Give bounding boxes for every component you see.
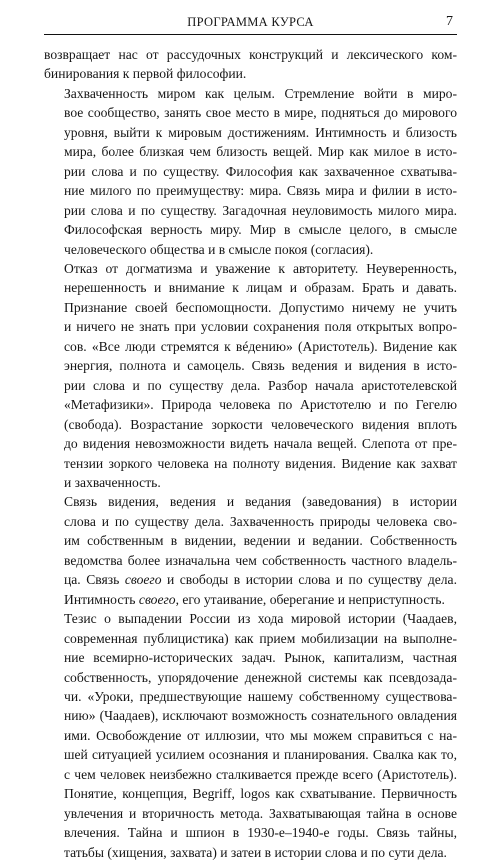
text-line: Отказ от догматизма и уважение к авторитету. Неуверенность, (64, 260, 457, 276)
text-line: возвращает нас от рассудочных конструкций и лексического ком- (44, 47, 457, 62)
text-line: Захваченность миром как целым. Стремление войти в миро- (64, 85, 457, 101)
text-line: им собственным в видении, ведении и ведании. Собственность (64, 533, 457, 549)
text-line: до видения невозможности видеть начала вещей. Слепота от пре- (64, 436, 457, 452)
text-line: тензии зоркого человека на полноту видения. Видение как захват (64, 455, 457, 471)
text-line: ца. Связь своего и свободы в истории слова и по существу дела. (64, 572, 457, 588)
text-line: ние всемирно-исторических задач. Рынок, капитализм, частная (64, 650, 457, 666)
text-line: «Метафизики». Природа человека по Аристотелю и по Гегелю (64, 397, 457, 413)
running-header (44, 14, 457, 35)
text-line: ние милого по преимуществу: мира. Связь мира и филии в исто- (64, 183, 457, 199)
text-line: Тезис о выпадении России из хода мировой истории (Чаадаев, (64, 611, 457, 627)
text-line: мира, более близкая чем близость вещей. Мир как милое в исто- (64, 144, 457, 160)
text-line: энергия, полнота и самоцель. Связь ведения и видения в исто- (64, 358, 457, 374)
text-line: нерешенность и внимание к лицам и образам. Брать и давать. (64, 280, 457, 296)
text-line: рии слова и по существу. Философия как захваченное схватыва- (64, 163, 457, 179)
body-text (44, 45, 457, 862)
text-line: рии слова и по существу. Загадочная неуловимость милого мира. (64, 202, 457, 218)
text-line: Связь видения, ведения и ведания (заведования) в истории (64, 494, 457, 510)
text-line: рии слова и по существу дела. Разбор начала аристотелевской (64, 377, 457, 393)
paragraph (44, 45, 457, 84)
text-line: ими. Освобождение от иллюзии, что мы можем справиться с на- (64, 727, 457, 743)
text-line: собственность, упорядочение денежной системы как псевдозада- (64, 669, 457, 685)
text-line: и ничего не знать при условии сохранения поля открытых вопро- (64, 319, 457, 335)
text-line: уровня, выйти к мировым достижениям. Интимность и близость (64, 124, 457, 140)
text-line: нию» (Чаадаев), исключают возможность сознательного овладения (64, 708, 457, 724)
text-line: вое сообщество, занять свое место в мире, подняться до мирового (64, 105, 457, 121)
text-line: слова и по существу дела. Захваченность природы человека сво- (64, 513, 457, 529)
text-line: с чем человек неизбежно сталкивается прежде всего (Аристотель). (64, 766, 457, 782)
text-line: современная публицистика) как прием мобилизации на выполне- (64, 630, 457, 646)
paragraph (44, 609, 457, 862)
page-number: 7 (446, 14, 453, 29)
text-line: Философская верность миру. Мир в смысле целого, в смысле (64, 222, 457, 238)
text-line: ведомства более изначальна чем собственность частного владель- (64, 552, 457, 568)
text-line: и захваченность. (64, 474, 161, 490)
text-line: Интимность своего, его утаивание, оберегание и неприступность. (64, 591, 445, 607)
paragraph (44, 492, 457, 609)
text-line: увлечения и вторичность метода. Захватывающая тайна в основе (64, 805, 457, 821)
text-line: человеческого общества и в смысле покоя (согласия). (64, 241, 374, 257)
text-line: сов. «Все люди стремятся к вéдению» (Аристотель). Видение как (64, 338, 457, 354)
text-line: бинирования к первой философии. (44, 66, 247, 82)
text-line: чи. «Уроки, предшествующие нашему собственному существова- (64, 688, 457, 704)
text-line: татьбы (хищения, захвата) и затеи в истории слова и по сути дела. (64, 844, 447, 860)
text-line: (свобода). Возрастание зоркости человеческого видения вплоть (64, 416, 457, 432)
text-line: шей ситуацией усилием осознания и планирования. Свалка как то, (64, 747, 457, 763)
text-line: влечения. Тайна и шпион в 1930-е–1940-е годы. Связь тайны, (64, 825, 457, 841)
paragraph (44, 84, 457, 259)
running-header-title: ПРОГРАММА КУРСА (187, 15, 314, 29)
paragraph (44, 259, 457, 492)
text-line: Понятие, концепция, Begriff, logos как схватывание. Первичность (64, 786, 457, 802)
text-line: Признание своей беспомощности. Допустимо ничему не учить (64, 299, 457, 315)
